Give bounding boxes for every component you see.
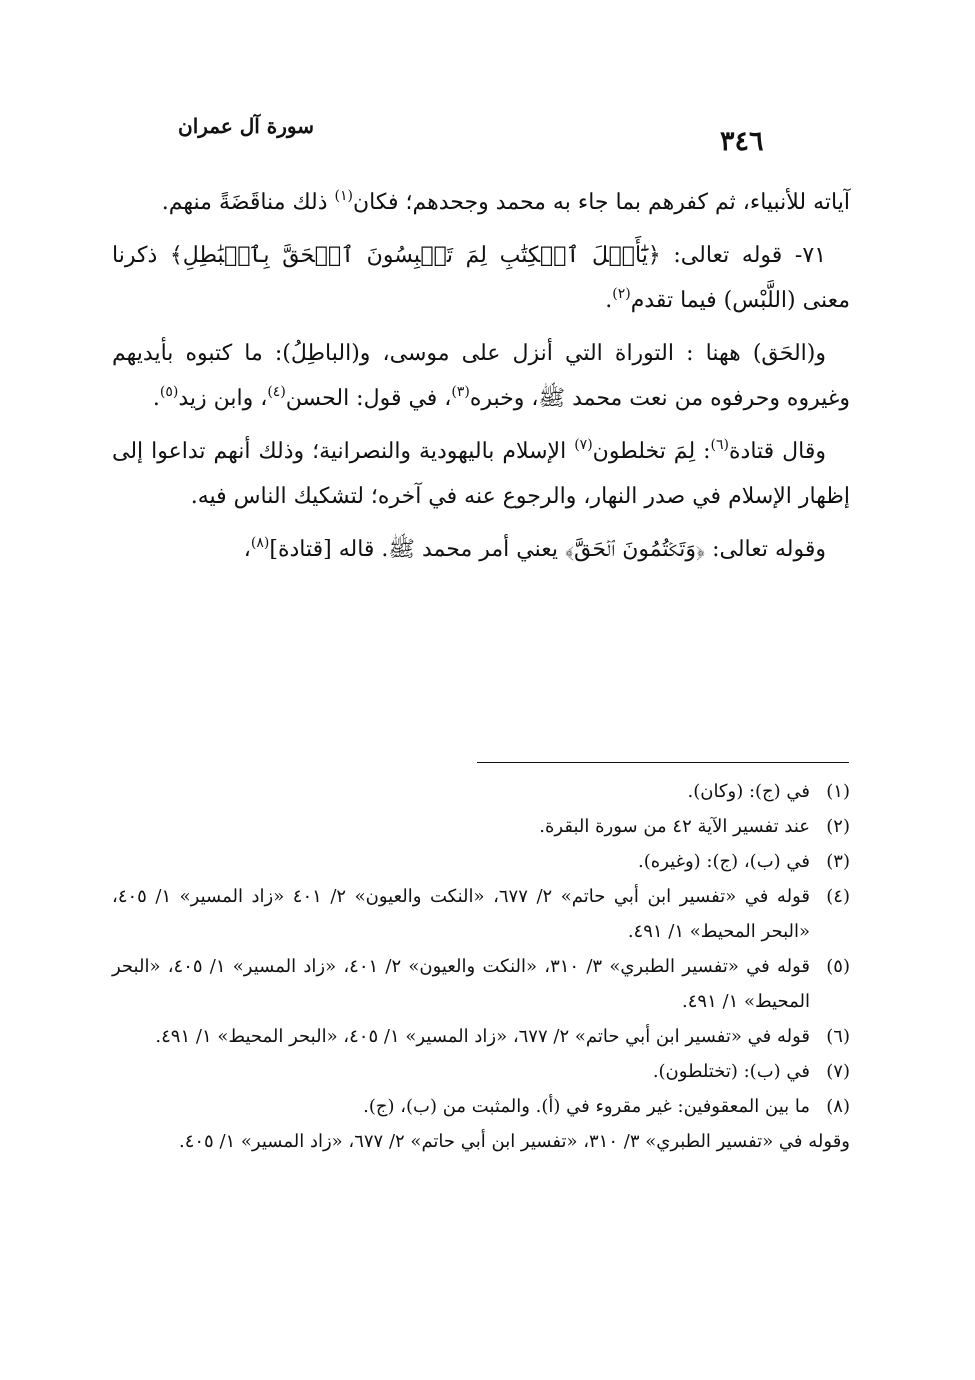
footnote-8 [112, 1089, 850, 1124]
footnote-7 [112, 1054, 850, 1089]
footnote-4 [112, 879, 850, 949]
footnote-1 [112, 774, 850, 809]
verse-label: ٧١- قوله تعالى: [660, 243, 827, 268]
footnote-ref: (٧) [574, 437, 593, 453]
text-run: ذكرنا معنى (اللَّبْس) فيما تقدم [112, 243, 850, 313]
page-number: ٣٤٦ [720, 126, 764, 157]
footnote-number: (٣) [826, 851, 850, 872]
text-run: وقال قتادة [729, 439, 826, 464]
text-run: يعني أمر محمد ﷺ. قاله [قتادة] [269, 537, 565, 562]
footnotes [112, 774, 850, 1159]
footnote-ref: (٦) [710, 437, 729, 453]
text-run: . [605, 288, 613, 313]
text-run: ، وابن زيد [178, 386, 268, 411]
text-run: ذلك مناقَضَةً منهم. [161, 190, 335, 215]
paragraph-3 [112, 331, 850, 421]
footnote-text: في (ب): (تختلطون). [652, 1061, 810, 1082]
footnote-number: (٦) [826, 1026, 850, 1047]
footnote-ref: (٢) [612, 286, 631, 302]
text-run: . [152, 386, 160, 411]
footnote-number: (٥) [826, 956, 850, 977]
quran-quote: ﴿يَٰٓأَهۡلَ ٱلۡكِتَٰبِ لِمَ تَلۡبِسُونَ ٱلۡحَقَّ بِٱلۡبَٰطِلِ﴾ [169, 243, 661, 268]
footnote-ref: (١) [334, 188, 353, 204]
quran-quote: ﴿وَتَكۡتُمُونَ ٱلۡحَقَّ﴾ [564, 537, 706, 562]
text-run: ، في قول: الحسن [285, 386, 452, 411]
footnote-number: (٤) [826, 886, 850, 907]
paragraph-verse-71 [112, 233, 850, 323]
footnote-text: في (ج): (وكان). [687, 781, 810, 802]
footnote-divider [477, 762, 849, 763]
footnote-text: قوله في «تفسير ابن أبي حاتم» ٢/ ٦٧٧، «زاد المسير» ١/ ٤٠٥، «البحر المحيط» ١/ ٤٩١. [155, 1026, 810, 1047]
footnote-2 [112, 809, 850, 844]
footnote-5 [112, 949, 850, 1019]
footnote-ref: (٤) [267, 384, 286, 400]
footnote-text: عند تفسير الآية ٤٢ من سورة البقرة. [539, 816, 810, 837]
footnote-text: قوله في «تفسير ابن أبي حاتم» ٢/ ٦٧٧، «النكت والعيون» ٢/ ٤٠١ «زاد المسير» ١/ ٤٠٥، «البحر المحيط» ١/ ٤٩١. [112, 886, 810, 942]
surah-title: سورة آل عمران [178, 114, 315, 138]
footnote-text: في (ب)، (ج): (وغيره). [638, 851, 810, 872]
paragraph-5 [112, 527, 850, 572]
footnote-ref: (٣) [451, 384, 470, 400]
text-run: آياته للأنبياء، ثم كفرهم بما جاء به محمد وجحدهم؛ فكان [352, 190, 850, 215]
text-run: : لِمَ تخلطون [592, 439, 711, 464]
text-run: الإسلام باليهودية والنصرانية؛ وذلك أنهم تداعوا إلى إظهار الإسلام في صدر النهار، والرجوع عنه في آخره؛ لتشكيك الناس فيه. [112, 439, 850, 509]
text-run: ، [243, 537, 251, 562]
footnote-ref: (٨) [250, 535, 270, 551]
footnote-6 [112, 1019, 850, 1054]
text-run: وقوله تعالى: [705, 537, 826, 562]
text-run: و(الحَق) ههنا : التوراة التي أنزل على موسى، و(الباطِلُ): ما كتبوه بأيديهم وغيروه وحرفوه من نعت محمد ﷺ، وخبره [112, 341, 850, 411]
footnote-number: (٨) [826, 1096, 850, 1117]
paragraph-1 [112, 180, 850, 225]
footnote-ref: (٥) [159, 384, 179, 400]
footnote-text: ما بين المعقوفين: غير مقروء في (أ). والمثبت من (ب)، (ج). [363, 1096, 810, 1117]
footnote-3 [112, 844, 850, 879]
footnote-8-continuation: وقوله في «تفسير الطبري» ٣/ ٣١٠، «تفسير ابن أبي حاتم» ٢/ ٦٧٧، «زاد المسير» ١/ ٤٠٥. [178, 1131, 850, 1152]
paragraph-4 [112, 429, 850, 519]
footnote-text: قوله في «تفسير الطبري» ٣/ ٣١٠، «النكت والعيون» ٢/ ٤٠١، «زاد المسير» ١/ ٤٠٥، «البحر المحيط» ١/ ٤٩١. [112, 956, 810, 1012]
footnote-number: (١) [826, 781, 850, 802]
footnote-number: (٧) [826, 1061, 850, 1082]
main-text [112, 180, 850, 580]
footnote-number: (٢) [826, 816, 850, 837]
